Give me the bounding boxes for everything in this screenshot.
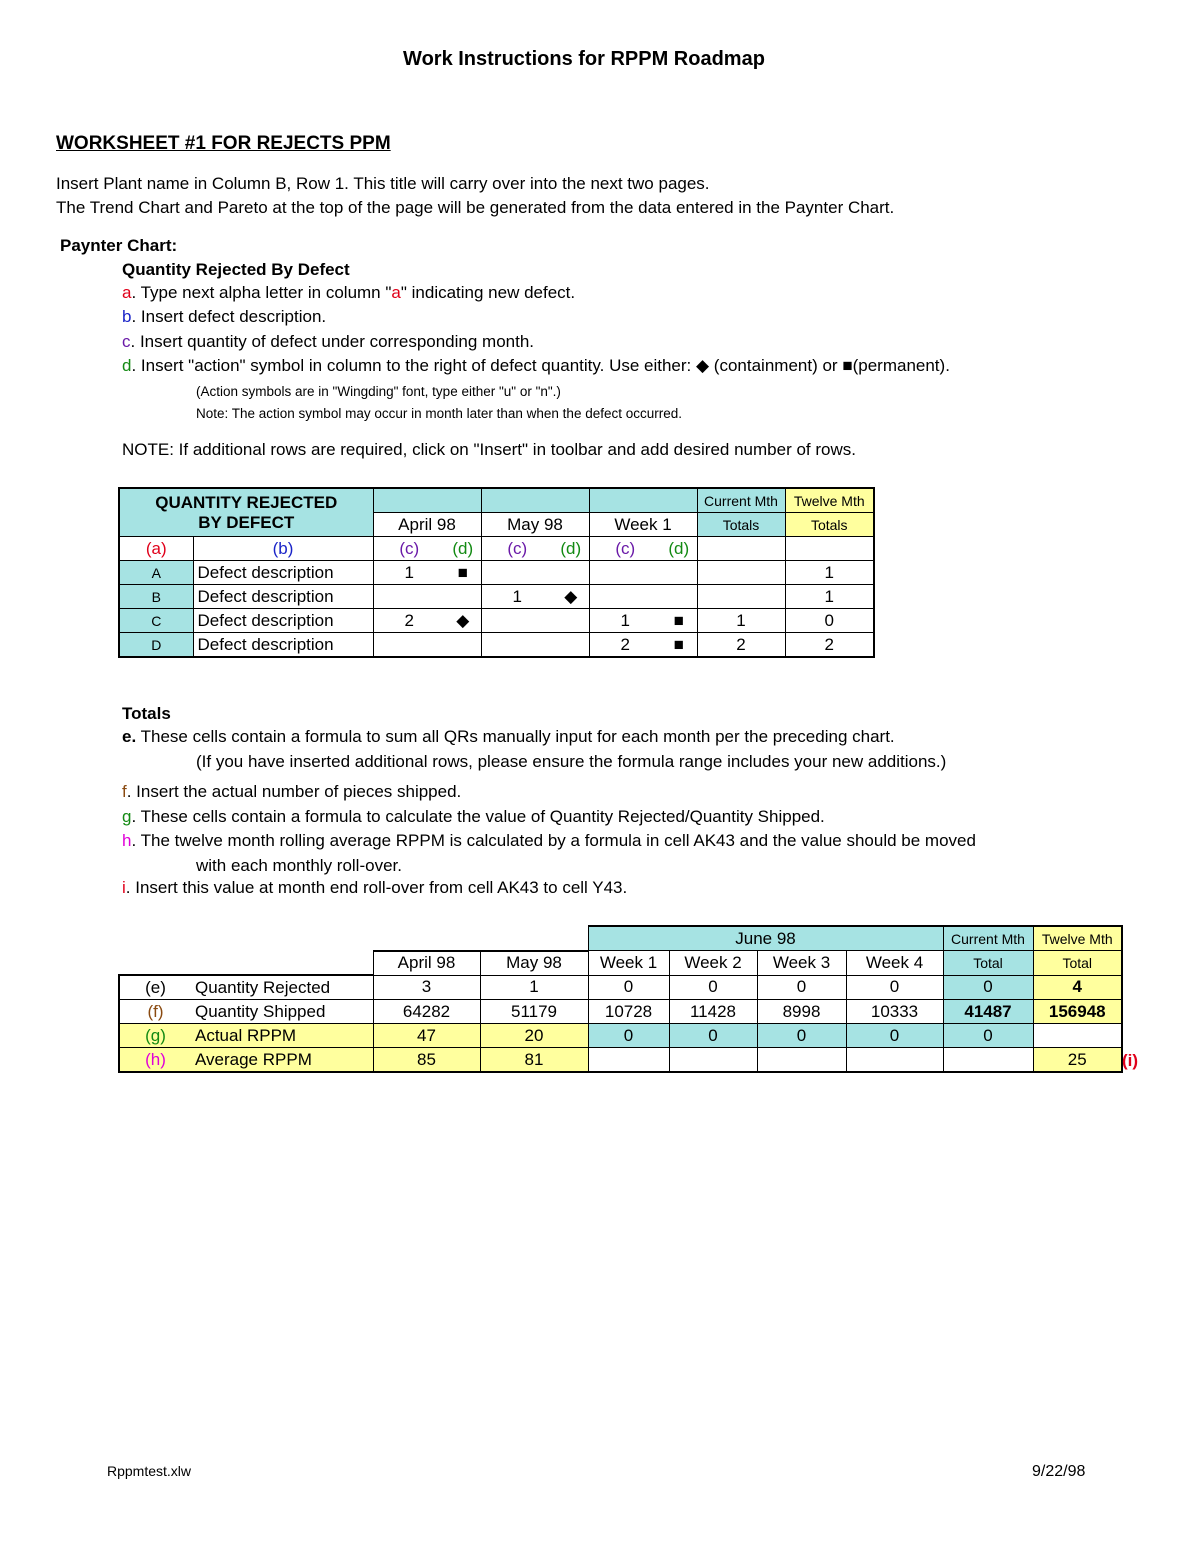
note-insert-rows: NOTE: If additional rows are required, click on "Insert" in toolbar and add desired number of rows.	[122, 440, 856, 459]
step-d	[122, 356, 950, 376]
step-b	[122, 307, 326, 327]
qty	[481, 633, 553, 658]
cell: 1	[480, 975, 588, 1000]
row-label: Average RPPM	[191, 1048, 373, 1073]
totals-e-text: These cells contain a formula to sum all QRs manually input for each month per the preceding chart.	[136, 727, 895, 746]
row-tag-f: (f)	[119, 1000, 191, 1024]
month-week1: Week 1	[589, 513, 697, 537]
row-tag-h: (h)	[119, 1048, 191, 1073]
qty: 1	[589, 609, 661, 633]
june-header: June 98	[588, 926, 943, 951]
month-may: May 98	[481, 513, 589, 537]
action-symbol: ◆	[445, 609, 481, 633]
cell: 81	[480, 1048, 588, 1073]
step-c	[122, 332, 534, 352]
qty	[373, 633, 445, 658]
totals-e	[122, 727, 895, 747]
step-d-text: . Insert "action" symbol in column to the right of defect quantity. Use either:	[131, 356, 696, 375]
totals-e-note: (If you have inserted additional rows, please ensure the formula range includes your new additions.)	[196, 752, 947, 771]
col-d-label: (d)	[553, 537, 589, 561]
col-c-label: (c)	[589, 537, 661, 561]
qty	[481, 561, 553, 585]
totals-i-text: . Insert this value at month end roll-over from cell AK43 to cell Y43.	[125, 878, 628, 897]
cell	[588, 1048, 669, 1073]
twelve-blank	[785, 537, 874, 561]
step-c-text: . Insert quantity of defect under corresponding month.	[130, 332, 535, 351]
blank	[373, 926, 480, 951]
qty: 1	[373, 561, 445, 585]
cell: 0	[846, 1024, 943, 1048]
cell	[757, 1048, 846, 1073]
row-desc: Defect description	[193, 561, 373, 585]
intro-line-1: Insert Plant name in Column B, Row 1. This title will carry over into the next two pages.	[56, 174, 710, 193]
cell: 0	[588, 975, 669, 1000]
cell: 0	[757, 1024, 846, 1048]
col-week1: Week 1	[588, 951, 669, 976]
row-id: C	[119, 609, 193, 633]
month-top-2	[481, 488, 589, 513]
header-line-1: QUANTITY REJECTED	[155, 492, 338, 512]
note-action-symbol: Note: The action symbol may occur in month later than when the defect occurred.	[196, 406, 682, 421]
blank	[480, 926, 588, 951]
current-total-header: Total	[943, 951, 1033, 976]
totals-h-letter: h	[122, 831, 132, 850]
totals-g	[122, 807, 825, 827]
row-id: A	[119, 561, 193, 585]
note-wingding: (Action symbols are in "Wingding" font, type either "u" or "n".)	[196, 384, 561, 399]
step-d-letter: d	[122, 356, 132, 375]
footer-date: 9/22/98	[1032, 1463, 1086, 1480]
totals-f	[122, 782, 461, 802]
cell: 0	[588, 1024, 669, 1048]
current-total: 0	[943, 1024, 1033, 1048]
month-top-3	[589, 488, 697, 513]
cell	[846, 1048, 943, 1073]
cell: 0	[757, 975, 846, 1000]
cell: 8998	[757, 1000, 846, 1024]
step-d-text-3: (permanent).	[852, 356, 950, 375]
row-desc: Defect description	[193, 633, 373, 658]
twelve-total: 25	[1033, 1048, 1122, 1073]
action-symbol	[661, 585, 697, 609]
totals-g-letter: g	[122, 807, 132, 826]
col-may: May 98	[480, 951, 588, 976]
twelve-total: 4	[1033, 975, 1122, 1000]
totals-i	[122, 878, 627, 898]
step-a-letter: a	[122, 283, 132, 302]
totals-h	[122, 831, 976, 851]
col-c-label: (c)	[481, 537, 553, 561]
twelve-total-header: Total	[1033, 951, 1122, 976]
twelve-total: 1	[785, 585, 874, 609]
square-icon: ■	[842, 356, 853, 375]
step-b-text: . Insert defect description.	[131, 307, 327, 326]
action-symbol: ■	[661, 633, 697, 658]
row-tag-e: (e)	[119, 975, 191, 1000]
action-symbol: ■	[445, 561, 481, 585]
col-week4: Week 4	[846, 951, 943, 976]
header-line-2: BY DEFECT	[198, 512, 295, 532]
action-symbol	[553, 561, 589, 585]
qty: 2	[589, 633, 661, 658]
action-symbol	[661, 561, 697, 585]
cell: 51179	[480, 1000, 588, 1024]
qty: 2	[373, 609, 445, 633]
current-total: 0	[943, 975, 1033, 1000]
twelve-total: 156948	[1033, 1000, 1122, 1024]
col-c-label: (c)	[373, 537, 445, 561]
cell: 11428	[669, 1000, 757, 1024]
current-total	[943, 1048, 1033, 1073]
cell	[669, 1048, 757, 1073]
twelve-total: 1	[785, 561, 874, 585]
current-mth-header: Current Mth	[697, 488, 785, 513]
step-a-text: . Type next alpha letter in column "	[131, 283, 392, 302]
blank	[119, 951, 191, 976]
qty	[589, 585, 661, 609]
action-symbol	[553, 633, 589, 658]
totals-h-cont: with each monthly roll-over.	[196, 856, 402, 875]
twelve-mth-totals: Totals	[785, 513, 874, 537]
current-mth-header: Current Mth	[943, 926, 1033, 951]
cell: 47	[373, 1024, 480, 1048]
cell: 0	[669, 975, 757, 1000]
twelve-total: 2	[785, 633, 874, 658]
col-b-label: (b)	[193, 537, 373, 561]
paynter-label: Paynter Chart:	[60, 236, 178, 255]
footer-filename: Rppmtest.xlw	[107, 1463, 192, 1479]
cell: 20	[480, 1024, 588, 1048]
col-d-label: (d)	[445, 537, 481, 561]
row-desc: Defect description	[193, 609, 373, 633]
qty	[589, 561, 661, 585]
row-desc: Defect description	[193, 585, 373, 609]
col-d-label: (d)	[661, 537, 697, 561]
row-label: Actual RPPM	[191, 1024, 373, 1048]
current-total: 1	[697, 609, 785, 633]
page-title: Work Instructions for RPPM Roadmap	[403, 48, 765, 70]
col-week3: Week 3	[757, 951, 846, 976]
intro-line-2: The Trend Chart and Pareto at the top of the page will be generated from the data entered in the Paynter Chart.	[56, 198, 895, 217]
defect-table-header	[119, 488, 373, 537]
step-a-text-end: " indicating new defect.	[400, 283, 576, 302]
row-label: Quantity Shipped	[191, 1000, 373, 1024]
twelve-mth-header: Twelve Mth	[785, 488, 874, 513]
worksheet-heading: WORKSHEET #1 FOR REJECTS PPM	[56, 133, 391, 154]
cell: 0	[846, 975, 943, 1000]
qty	[373, 585, 445, 609]
action-symbol: ■	[661, 609, 697, 633]
row-label: Quantity Rejected	[191, 975, 373, 1000]
totals-label: Totals	[122, 704, 171, 723]
current-total: 2	[697, 633, 785, 658]
col-april: April 98	[373, 951, 480, 976]
row-id: D	[119, 633, 193, 658]
cell: 10333	[846, 1000, 943, 1024]
totals-f-letter: f	[122, 782, 127, 801]
col-week2: Week 2	[669, 951, 757, 976]
step-a	[122, 283, 575, 303]
blank	[119, 926, 191, 951]
col-a-label: (a)	[119, 537, 193, 561]
row-id: B	[119, 585, 193, 609]
blank	[191, 926, 373, 951]
step-a-col: a	[391, 283, 401, 302]
action-symbol	[445, 633, 481, 658]
totals-h-text: . The twelve month rolling average RPPM is calculated by a formula in cell AK43 and the value should be moved	[131, 831, 976, 850]
step-c-letter: c	[122, 332, 131, 351]
step-d-text-2: (containment) or	[709, 356, 843, 375]
twelve-total	[1033, 1024, 1122, 1048]
blank	[191, 951, 373, 976]
totals-f-text: . Insert the actual number of pieces shipped.	[126, 782, 462, 801]
cell: 64282	[373, 1000, 480, 1024]
qty: 1	[481, 585, 553, 609]
paynter-subheading: Quantity Rejected By Defect	[122, 260, 350, 279]
action-symbol	[553, 609, 589, 633]
diamond-icon: ◆	[696, 356, 710, 375]
cell: 0	[669, 1024, 757, 1048]
action-symbol	[445, 585, 481, 609]
current-mth-totals: Totals	[697, 513, 785, 537]
twelve-mth-header: Twelve Mth	[1033, 926, 1122, 951]
current-total	[697, 561, 785, 585]
row-tag-g: (g)	[119, 1024, 191, 1048]
totals-e-letter: e.	[122, 727, 137, 746]
current-blank	[697, 537, 785, 561]
i-marker: (i)	[1122, 1051, 1139, 1070]
qty	[481, 609, 553, 633]
month-top-1	[373, 488, 481, 513]
step-b-letter: b	[122, 307, 132, 326]
cell: 10728	[588, 1000, 669, 1024]
totals-i-letter: i	[122, 878, 126, 897]
current-total	[697, 585, 785, 609]
cell: 3	[373, 975, 480, 1000]
action-symbol: ◆	[553, 585, 589, 609]
cell: 85	[373, 1048, 480, 1073]
totals-table	[118, 925, 1123, 1073]
defect-table	[118, 487, 875, 658]
month-april: April 98	[373, 513, 481, 537]
current-total: 41487	[943, 1000, 1033, 1024]
totals-g-text: . These cells contain a formula to calculate the value of Quantity Rejected/Quantity Shipped.	[131, 807, 825, 826]
twelve-total: 0	[785, 609, 874, 633]
